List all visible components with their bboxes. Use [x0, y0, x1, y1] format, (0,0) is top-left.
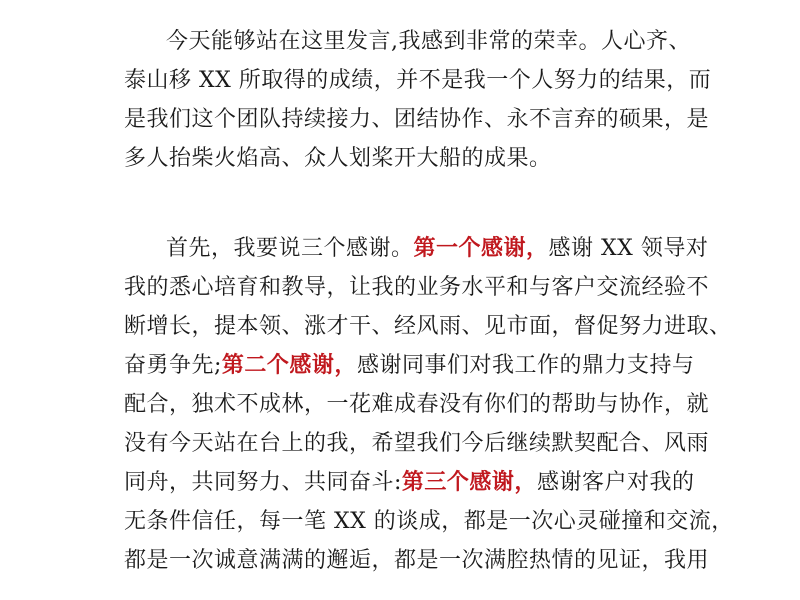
highlight-first-thanks: 第一个感谢，	[413, 236, 549, 261]
paragraph-2-line-3: 断增长，提本领、涨才干、经风雨、见市面，督促努力进取、	[124, 314, 732, 339]
paragraph-2-line-9: 都是一次诚意满满的邂逅，都是一次满腔热情的见证，我用	[124, 548, 710, 573]
highlight-second-thanks: 第二个感谢，	[221, 353, 357, 378]
text-segment: 同舟，共同努力、共同奋斗:	[124, 470, 402, 495]
paragraph-1-line-2: 泰山移 XX 所取得的成绩，并不是我一个人努力的结果，而	[124, 68, 712, 93]
paragraph-2-line-4	[124, 353, 694, 379]
text-segment: 感谢客户对我的	[536, 470, 695, 495]
paragraph-1-line-1: 今天能够站在这里发言,我感到非常的荣幸。人心齐、	[166, 29, 691, 54]
paragraph-1-line-4: 多人抬柴火焰高、众人划桨开大船的成果。	[124, 146, 552, 171]
paragraph-2-line-6: 没有今天站在台上的我，希望我们今后继续默契配合、风雨	[124, 431, 710, 456]
text-segment: 感谢 XX 领导对	[548, 236, 709, 261]
paragraph-2-line-7	[124, 470, 694, 496]
highlight-third-thanks: 第三个感谢，	[401, 470, 537, 495]
text-segment: 首先，我要说三个感谢。	[166, 236, 414, 261]
paragraph-1-line-3: 是我们这个团队持续接力、团结协作、永不言弃的硕果，是	[124, 107, 710, 132]
text-segment: 感谢同事们对我工作的鼎力支持与	[356, 353, 695, 378]
paragraph-2-line-2: 我的悉心培育和教导，让我的业务水平和与客户交流经验不	[124, 275, 710, 300]
text-segment: 奋勇争先;	[124, 353, 222, 378]
paragraph-2-line-8: 无条件信任，每一笔 XX 的谈成，都是一次心灵碰撞和交流，	[124, 509, 734, 534]
paragraph-2-line-1	[166, 236, 708, 262]
paragraph-2-line-5: 配合，独术不成林，一花难成春没有你们的帮助与协作，就	[124, 392, 710, 417]
